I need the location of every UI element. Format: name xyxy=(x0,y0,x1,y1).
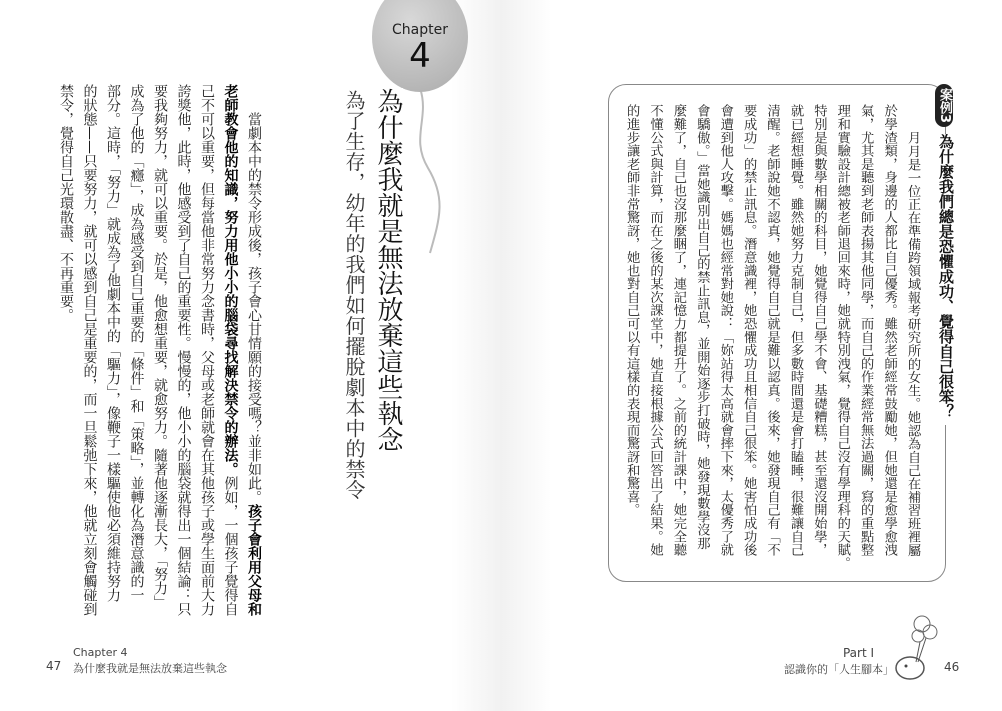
bold-text-run: 老師教會他的知識，努力用他小小的腦袋尋找解決禁令的辦法。 xyxy=(222,84,239,476)
text-column: 特別是與數學相關的科目，她覺得自己學不會、基礎糟糕，甚至還沒開始學， xyxy=(811,104,827,557)
chapter-subtitle: 為了生存，幼年的我們如何擺脫劇本中的禁令 xyxy=(342,90,366,500)
text-column xyxy=(218,84,242,616)
text-column: 麼難了，自己也沒那麼睏了，連記憶力都提升了。之前的統計課中，她完全聽 xyxy=(670,104,686,557)
chapter-label: Chapter xyxy=(392,22,448,38)
page-number: 47 xyxy=(46,659,62,673)
case-badge: 案例3 xyxy=(935,84,953,127)
text-column: 部分。這時，「努力」就成為了他劇本中的「驅力」，像鞭子一樣驅使他必須維持努力 xyxy=(105,84,121,602)
text-column: 月月是一位正在準備跨領域報考研究所的女生。她認為自己在補習班裡屬 xyxy=(905,131,920,557)
footer-title: 認識你的「人生腳本」 xyxy=(784,663,894,676)
text-column: 的進步讓老師非常驚訝，她也對自己可以有這樣的表現而驚訝和驚喜。 xyxy=(624,104,640,517)
text-run: 當劇本中的禁令形成後，孩子會心甘情願的接受嗎？並非如此。 xyxy=(246,112,262,504)
text-column xyxy=(242,84,266,616)
bold-text-run: 孩子會利用父母和 xyxy=(246,504,262,616)
text-column: 於學渣類，身邊的人都比自己優秀。雖然老師經常鼓勵她，但她還是愈學愈洩 xyxy=(881,104,897,557)
text-column: 理和實驗設計總被老師退回來時，她就特別洩氣，覺得自己沒有學理科的天賦。 xyxy=(834,104,850,570)
text-column: 會遭到他人攻擊。媽媽也經常對她說：「妳站得太高就會摔下來，太優秀了就 xyxy=(717,104,733,557)
text-column: 要我夠努力，就可以重要。於是，他愈想重要，就愈努力。隨著他逐漸長大，「努力」 xyxy=(152,84,168,609)
text-column: 的狀態——只要努力，就可以感到自己是重要的，而一旦鬆弛下來，他就立刻會觸碰到 xyxy=(81,84,98,616)
text-column: 成為了他的「癮」，成為感受到自己重要的「條件」和「策略」，並轉化為潛意識的一 xyxy=(128,84,145,602)
case-title: 為什麼我們總是恐懼成功、覺得自己很笨？ xyxy=(937,134,955,425)
left-body-text xyxy=(54,84,266,616)
text-column: 會驕傲。」當她識別出自己的禁止訊息，並開始逐步打破時，她發現數學沒那 xyxy=(694,104,710,550)
text-column: 不懂公式與計算，而在之後的某次課堂中，她直接根據公式回答出了結果。她 xyxy=(647,104,663,557)
chapter-number: 4 xyxy=(409,36,431,76)
doodle-animal-with-balloons-icon xyxy=(892,612,942,684)
text-column: 要成功」的禁止訊息。潛意識裡，她恐懼成功且相信自己很笨。她害怕成功後 xyxy=(741,104,757,557)
footer-part: Part I xyxy=(842,646,874,660)
footer-chapter: Chapter 4 xyxy=(73,646,128,659)
text-column: 禁令，覺得自己光環散盡、不再重要。 xyxy=(58,84,74,322)
text-run: 例如，一個孩子覺得自 xyxy=(222,476,239,616)
text-column: 己不可以重要，但每當他非常努力念書時，父母或老師就會在其他孩子或學生面前大力 xyxy=(199,84,215,616)
case-body-text xyxy=(620,104,924,574)
text-column: 就已經想睡覺。雖然她努力克制自己，但多數時間還是會打瞌睡，很難讓自己 xyxy=(787,104,803,557)
chapter-title: 為什麼我就是無法放棄這些執念 xyxy=(373,88,403,452)
text-column: 清醒。老師說她不認真，她覺得自己就是難以認真。後來，她發現自己有「不 xyxy=(764,104,780,557)
footer-title: 為什麼我就是無法放棄這些執念 xyxy=(73,662,227,675)
balloon-string-icon xyxy=(400,88,450,258)
text-column: 誇獎他，此時，他感受到了自己的重要性。慢慢的，他小小的腦袋就得出一個結論：只 xyxy=(175,84,192,616)
page-number: 46 xyxy=(944,660,960,674)
text-column: 氣，尤其是聽到老師表揚其他同學，而自己的作業經常無法過關，寫的重點整 xyxy=(858,104,874,557)
